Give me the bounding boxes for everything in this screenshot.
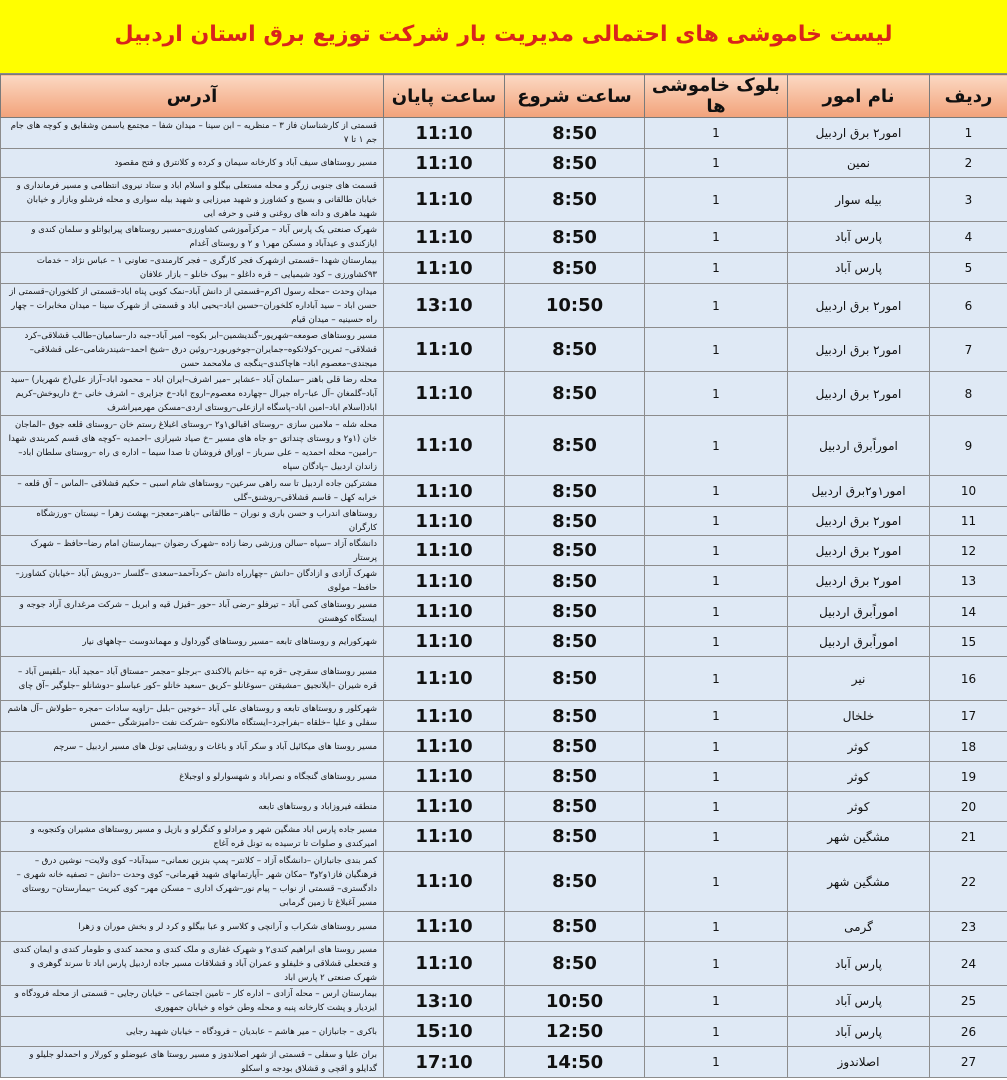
cell-block: 1 bbox=[645, 986, 788, 1017]
cell-block: 1 bbox=[645, 627, 788, 657]
table-row bbox=[1, 118, 1007, 149]
cell-block: 1 bbox=[645, 657, 788, 701]
cell-umur: پارس آباد bbox=[788, 986, 930, 1017]
cell-radif: 1 bbox=[930, 118, 1007, 149]
cell-radif: 27 bbox=[930, 1047, 1007, 1078]
cell-start-time: 8:50 bbox=[505, 942, 645, 986]
cell-end-time: 11:10 bbox=[384, 627, 505, 657]
cell-block: 1 bbox=[645, 792, 788, 822]
table-row bbox=[1, 178, 1007, 222]
cell-radif: 9 bbox=[930, 416, 1007, 476]
cell-end-time: 11:10 bbox=[384, 822, 505, 852]
header-umur: نام امور bbox=[788, 75, 930, 118]
cell-start-time: 12:50 bbox=[505, 1017, 645, 1047]
cell-radif: 8 bbox=[930, 372, 1007, 416]
cell-start-time: 8:50 bbox=[505, 792, 645, 822]
cell-address: قسمتی از کارشناسان فاز ۳ – منظریه – ابن سینا – میدان شفا – مجتمع یاسمن وشقایق و کوچه های جام جم ۱ تا ۷ bbox=[1, 118, 384, 149]
header-address: آدرس bbox=[1, 75, 384, 118]
cell-address: مسیر روستاهای صومعه–شهریور–گندیشمین–ابر بکوه– امیر آباد–جبه دار–سامیان–طالب قشلاقی–کرد قشلاقی– ثمرین–کولانکوه–جمایران–جوخوربورد–روئین درق –شیخ احمد–شیندرشامی–علی قشلاقی–میجندی–معصوم اباد– هاچاکندی–ینگجه ی ملامحمد حسن bbox=[1, 328, 384, 372]
cell-start-time: 8:50 bbox=[505, 657, 645, 701]
cell-end-time: 11:10 bbox=[384, 476, 505, 507]
header-radif: ردیف bbox=[930, 75, 1007, 118]
cell-block: 1 bbox=[645, 597, 788, 627]
cell-start-time: 8:50 bbox=[505, 536, 645, 566]
cell-start-time: 8:50 bbox=[505, 118, 645, 149]
cell-address: مسیر روستا های ابراهیم کندی۲ و شهرک غفاری و ملک کندی و محمد کندی و طومار کندی و ایمان کندی و فتحعلی قشلاقی و خلیفلو و عمران آباد و قشلاقات مسیر جاده اردبیل پارس اباد تا سرند گوهری و شهرک صنعتی ۲ پارس اباد bbox=[1, 942, 384, 986]
cell-end-time: 17:10 bbox=[384, 1047, 505, 1078]
cell-start-time: 8:50 bbox=[505, 701, 645, 732]
cell-block: 1 bbox=[645, 476, 788, 507]
table-row bbox=[1, 942, 1007, 986]
table-row bbox=[1, 566, 1007, 597]
cell-end-time: 11:10 bbox=[384, 597, 505, 627]
cell-radif: 25 bbox=[930, 986, 1007, 1017]
cell-end-time: 11:10 bbox=[384, 328, 505, 372]
cell-end-time: 11:10 bbox=[384, 416, 505, 476]
cell-radif: 16 bbox=[930, 657, 1007, 701]
cell-end-time: 11:10 bbox=[384, 222, 505, 253]
cell-start-time: 8:50 bbox=[505, 222, 645, 253]
cell-umur: کوثر bbox=[788, 762, 930, 792]
header-end: ساعت پایان bbox=[384, 75, 505, 118]
cell-end-time: 11:10 bbox=[384, 253, 505, 284]
header-row bbox=[1, 75, 1007, 118]
cell-umur: امور۲ برق اردبیل bbox=[788, 536, 930, 566]
cell-umur: اموراًبرق اردبیل bbox=[788, 627, 930, 657]
page-title: لیست خاموشی های احتمالی مدیریت بار شرکت توزیع برق استان اردبیل bbox=[114, 22, 893, 47]
cell-umur: امور۲ برق اردبیل bbox=[788, 372, 930, 416]
cell-address: شهرکلور و روستاهای تابعه و روستاهای علی آباد –خوجین –بلبل –زاویه سادات –مجره –طولاش –آل هاشم سفلی و علیا –خلقاه –بفراجرد–ایستگاه مالانکوه –شرکت نفت –دامیزشگی –خمس bbox=[1, 701, 384, 732]
table-row bbox=[1, 597, 1007, 627]
cell-block: 1 bbox=[645, 372, 788, 416]
cell-block: 1 bbox=[645, 507, 788, 536]
cell-end-time: 11:10 bbox=[384, 178, 505, 222]
cell-radif: 7 bbox=[930, 328, 1007, 372]
cell-umur: خلخال bbox=[788, 701, 930, 732]
table-row bbox=[1, 627, 1007, 657]
table-row bbox=[1, 253, 1007, 284]
cell-address: مسیر روستاهای گنجگاه و نصراباد و شهسوارلو و اوجبلاغ bbox=[1, 762, 384, 792]
cell-radif: 22 bbox=[930, 852, 1007, 912]
cell-end-time: 11:10 bbox=[384, 657, 505, 701]
cell-block: 1 bbox=[645, 328, 788, 372]
cell-radif: 2 bbox=[930, 149, 1007, 178]
cell-address: محله شله – ملامین سازی –روستای اقبالق۱و۲ –روستای اغبلاغ رستم خان –روستای قلعه جوق –الماجان خان (۱و۲ و روستای چنداتق –و جاه های مسیر –خ صیاد شیرازی –احمدیه –کوچه های قسم کمربندی شهدا –رامین– محله احمدیه – علی سرباز – اوراق فروشان تا صدا سیما – اداره ی راه –روستای سلطان اباد–زاندان اردبیل –پادگان سپاه bbox=[1, 416, 384, 476]
table-row bbox=[1, 476, 1007, 507]
cell-address: مسیر جاده پارس اباد مشگین شهر و مرادلو و کنگرلو و بازیل و مسیر روستاهای مشیران وکنجوبه و امیرکندی و صلوات تا ترسیده به تونل قره آغاج bbox=[1, 822, 384, 852]
cell-block: 1 bbox=[645, 701, 788, 732]
cell-block: 1 bbox=[645, 149, 788, 178]
cell-end-time: 11:10 bbox=[384, 536, 505, 566]
cell-address: مسیر روستاهای سقرچی –قره تپه –خانم بالاکندی –برجلو –مجمر –مستاق آباد –مجید آباد –بلقیس آباد –قره شیران –ایلانجیق –مشیقتن –سوغانلو –کریق –سعید خانلو –کور عباسلو –دوشانلو –جلوگیر –آق چای bbox=[1, 657, 384, 701]
cell-end-time: 11:10 bbox=[384, 507, 505, 536]
cell-start-time: 8:50 bbox=[505, 476, 645, 507]
cell-address: باکری – جانبازان – میر هاشم – عابدیان – فرودگاه – خیابان شهید رجایی bbox=[1, 1017, 384, 1047]
cell-umur: امور۲ برق اردبیل bbox=[788, 118, 930, 149]
table-row bbox=[1, 792, 1007, 822]
cell-address: مسیر روستاهای کمی آباد – تیرفلو –رضی آباد –حور –قیزل قیه و ابریل – شرکت مرغداری آراد جوجه و ایستگاه کوهستن bbox=[1, 597, 384, 627]
cell-umur: پارس آباد bbox=[788, 1017, 930, 1047]
cell-start-time: 10:50 bbox=[505, 986, 645, 1017]
cell-address: دانشگاه آزاد –سپاه –سالن ورزشی رضا زاده –شهرک رضوان –بیمارستان امام رضا–حافظ – شهرک پرستار bbox=[1, 536, 384, 566]
table-row bbox=[1, 1017, 1007, 1047]
table-row bbox=[1, 852, 1007, 912]
cell-radif: 14 bbox=[930, 597, 1007, 627]
cell-umur: مشگین شهر bbox=[788, 822, 930, 852]
cell-start-time: 8:50 bbox=[505, 178, 645, 222]
cell-umur: نمین bbox=[788, 149, 930, 178]
cell-umur: اصلاندوز bbox=[788, 1047, 930, 1078]
cell-start-time: 8:50 bbox=[505, 566, 645, 597]
cell-address: شهرک صنعتی یک پارس آباد – مرکزآموزشی کشاورزی–مسیر روستاهای پیرایواتلو و سلمان کندی و ایازکندی و عیدآباد و مسکن مهر۱ و ۲ و روستای آغدام bbox=[1, 222, 384, 253]
cell-end-time: 11:10 bbox=[384, 762, 505, 792]
table-row bbox=[1, 536, 1007, 566]
cell-umur: کوثر bbox=[788, 732, 930, 762]
cell-address: مسیر روستا های میکائیل آباد و سکر آباد و باغات و روشنایی تونل های مسیر اردبیل – سرچم bbox=[1, 732, 384, 762]
cell-start-time: 8:50 bbox=[505, 372, 645, 416]
cell-umur: اموراًبرق اردبیل bbox=[788, 597, 930, 627]
cell-umur: امور۲ برق اردبیل bbox=[788, 328, 930, 372]
cell-radif: 21 bbox=[930, 822, 1007, 852]
cell-address: کمر بندی جانبازان –دانشگاه آزاد – کلانتر– پمپ بنزین نعمانی– سیدآباد– کوی ولایت– نوشین درق –فرهنگیان فاز۱و۲و۳ –مکان شهر –آپارتمانهای شهید قهرمانی– کوی وحدت –دانش – تصفیه خانه شهری –دادگستری– قسمتی از نواب – پیام نور–شهرک اداری – مسکن مهر– کوی کبریت –بیمارستان– روستای مسیر آغبلاغ تا زمین گرمابی bbox=[1, 852, 384, 912]
cell-radif: 3 bbox=[930, 178, 1007, 222]
cell-end-time: 11:10 bbox=[384, 149, 505, 178]
table-row bbox=[1, 762, 1007, 792]
cell-block: 1 bbox=[645, 222, 788, 253]
cell-radif: 19 bbox=[930, 762, 1007, 792]
cell-umur: مشگین شهر bbox=[788, 852, 930, 912]
cell-end-time: 11:10 bbox=[384, 912, 505, 942]
cell-block: 1 bbox=[645, 852, 788, 912]
table-row bbox=[1, 284, 1007, 328]
cell-radif: 12 bbox=[930, 536, 1007, 566]
cell-umur: امور۲ برق اردبیل bbox=[788, 284, 930, 328]
cell-block: 1 bbox=[645, 178, 788, 222]
cell-start-time: 8:50 bbox=[505, 852, 645, 912]
cell-umur: پارس آباد bbox=[788, 942, 930, 986]
cell-umur: امور۱و۲برق اردبیل bbox=[788, 476, 930, 507]
cell-radif: 23 bbox=[930, 912, 1007, 942]
cell-radif: 4 bbox=[930, 222, 1007, 253]
table-row bbox=[1, 416, 1007, 476]
cell-block: 1 bbox=[645, 1047, 788, 1078]
cell-block: 1 bbox=[645, 732, 788, 762]
table-row bbox=[1, 912, 1007, 942]
cell-start-time: 10:50 bbox=[505, 284, 645, 328]
cell-start-time: 8:50 bbox=[505, 627, 645, 657]
cell-start-time: 8:50 bbox=[505, 507, 645, 536]
cell-address: بیمارستان شهدا –قسمتی ازشهرک فجر کارگری – فجر کارمندی– تعاونی ۱ – عباس نژاد – خدمات ۹۳کشاورزی – کود شیمیایی – قره داغلو – بیوک خانلو – بازار علافان bbox=[1, 253, 384, 284]
cell-block: 1 bbox=[645, 416, 788, 476]
cell-start-time: 8:50 bbox=[505, 149, 645, 178]
header-block: بلوک خاموشی ها bbox=[645, 75, 788, 118]
cell-address: شهرکورایم و روستاهای تابعه –مسیر روستاهای گورداول و مهماندوست –چاههای نیار bbox=[1, 627, 384, 657]
cell-end-time: 11:10 bbox=[384, 701, 505, 732]
cell-umur: گرمی bbox=[788, 912, 930, 942]
cell-block: 1 bbox=[645, 284, 788, 328]
cell-block: 1 bbox=[645, 942, 788, 986]
cell-radif: 11 bbox=[930, 507, 1007, 536]
cell-radif: 26 bbox=[930, 1017, 1007, 1047]
cell-umur: پارس آباد bbox=[788, 222, 930, 253]
cell-address: قسمت های جنوبی زرگر و محله مستعلی بیگلو و اسلام اباد و ستاد نیروی انتظامی و مسیر فرمانداری و خیابان طالقانی و بسیج و کشاورز و شهید میرزایی و شهید بیله سواری و محله فرشلو وبازار و خیابان شهید ماهری و دانه های روغنی و فنی و حرفه ایی bbox=[1, 178, 384, 222]
cell-end-time: 11:10 bbox=[384, 942, 505, 986]
cell-block: 1 bbox=[645, 536, 788, 566]
table-row bbox=[1, 222, 1007, 253]
table-row bbox=[1, 701, 1007, 732]
cell-radif: 10 bbox=[930, 476, 1007, 507]
cell-umur: بیله سوار bbox=[788, 178, 930, 222]
cell-address: شهرک آزادی و ازادگان –دانش –چهارراه دانش –کردآحمد–سعدی –گلسار –درویش آباد –خیابان کشاورز–حافظ– مولوی bbox=[1, 566, 384, 597]
table-row bbox=[1, 1047, 1007, 1078]
table-row bbox=[1, 986, 1007, 1017]
cell-end-time: 13:10 bbox=[384, 986, 505, 1017]
cell-end-time: 11:10 bbox=[384, 852, 505, 912]
cell-address: مسیر روستاهای سیف آباد و کارخانه سیمان و کرده و کلانترق و فتح مقصود bbox=[1, 149, 384, 178]
outage-table bbox=[0, 74, 1007, 1078]
cell-address: محله رضا قلی باهنر –سلمان آباد –عشایر –میر اشرف–ایران اباد – محمود اباد–آراز علی(خ شهریار) –سید آباد–گلمغان –آل عبا–راه جیرال –چهارده معصوم–اروج اباد–خ جزایری – اشرف خانی –خ داریوخش–کریم اباد(اسلام اباد–امین اباد–پاسگاه ارازعلی–روستای اردی–مسکن مهرمیراشرف bbox=[1, 372, 384, 416]
cell-radif: 6 bbox=[930, 284, 1007, 328]
table-row bbox=[1, 732, 1007, 762]
cell-start-time: 14:50 bbox=[505, 1047, 645, 1078]
cell-start-time: 8:50 bbox=[505, 253, 645, 284]
cell-start-time: 8:50 bbox=[505, 416, 645, 476]
title-bar bbox=[0, 0, 1007, 74]
table-row bbox=[1, 822, 1007, 852]
table-row bbox=[1, 372, 1007, 416]
table-row bbox=[1, 328, 1007, 372]
cell-address: بیمارستان ارس – محله آزادی – اداره کار – تامین اجتماعی – خیابان رجایی – قسمتی از محله فرودگاه و ایزدیار و پشت کارخانه پنبه و محله وطن خواه و خیابان جمهوری bbox=[1, 986, 384, 1017]
cell-block: 1 bbox=[645, 118, 788, 149]
cell-radif: 17 bbox=[930, 701, 1007, 732]
cell-block: 1 bbox=[645, 253, 788, 284]
cell-end-time: 11:10 bbox=[384, 118, 505, 149]
cell-umur: پارس آباد bbox=[788, 253, 930, 284]
cell-start-time: 8:50 bbox=[505, 597, 645, 627]
cell-end-time: 11:10 bbox=[384, 792, 505, 822]
header-start: ساعت شروع bbox=[505, 75, 645, 118]
cell-start-time: 8:50 bbox=[505, 732, 645, 762]
cell-address: مسیر روستاهای شکراب و آرانچی و کلاسر و عبا بیگلو و کرد لر و بخش موران و زهرا bbox=[1, 912, 384, 942]
cell-block: 1 bbox=[645, 762, 788, 792]
cell-end-time: 11:10 bbox=[384, 372, 505, 416]
cell-umur: کوثر bbox=[788, 792, 930, 822]
cell-umur: اموراًبرق اردبیل bbox=[788, 416, 930, 476]
cell-block: 1 bbox=[645, 822, 788, 852]
cell-radif: 5 bbox=[930, 253, 1007, 284]
cell-address: بران علیا و سفلی – قسمتی از شهر اصلاندوز و مسیر روستا های عیوضلو و کورلار و احمدلو جلیلو و گدایلو و اقچی و قشلاق بودجه و اسکلو bbox=[1, 1047, 384, 1078]
cell-address: منطقه فیروزاباد و روستاهای تابعه bbox=[1, 792, 384, 822]
cell-address: مشترکین جاده اردبیل تا سه راهی سرعین– روستاهای شام اسبی – حکیم قشلاقی –الماس – آق قلعه – خرابه کهل – قاسم قشلاقی–روشنق–گلی bbox=[1, 476, 384, 507]
cell-end-time: 15:10 bbox=[384, 1017, 505, 1047]
cell-radif: 20 bbox=[930, 792, 1007, 822]
cell-radif: 18 bbox=[930, 732, 1007, 762]
cell-radif: 15 bbox=[930, 627, 1007, 657]
cell-end-time: 11:10 bbox=[384, 566, 505, 597]
cell-block: 1 bbox=[645, 566, 788, 597]
cell-start-time: 8:50 bbox=[505, 822, 645, 852]
cell-block: 1 bbox=[645, 1017, 788, 1047]
cell-end-time: 13:10 bbox=[384, 284, 505, 328]
cell-start-time: 8:50 bbox=[505, 762, 645, 792]
cell-umur: نیر bbox=[788, 657, 930, 701]
table-row bbox=[1, 507, 1007, 536]
cell-start-time: 8:50 bbox=[505, 912, 645, 942]
cell-block: 1 bbox=[645, 912, 788, 942]
table-row bbox=[1, 149, 1007, 178]
cell-radif: 24 bbox=[930, 942, 1007, 986]
cell-address: میدان وحدت –محله رسول اکرم–قسمتی از دانش آباد–نمک کوبی پناه اباد–قسمتی از کلخوران–قسمتی از حسن اباد – سید آباداره کلخوران–حسین اباد–یحیی اباد و قسمتی از شهرک سینا – میدان مخابرات – چهار راه حسینیه – میدان قیام bbox=[1, 284, 384, 328]
cell-radif: 13 bbox=[930, 566, 1007, 597]
cell-address: روستاهای اندراب و حسن باری و نوران – طالقانی –باهنر–معجز– بهشت زهرا – نیستان –ورزشگاه کارگران bbox=[1, 507, 384, 536]
cell-umur: امور۲ برق اردبیل bbox=[788, 507, 930, 536]
cell-start-time: 8:50 bbox=[505, 328, 645, 372]
cell-umur: امور۲ برق اردبیل bbox=[788, 566, 930, 597]
cell-end-time: 11:10 bbox=[384, 732, 505, 762]
table-body bbox=[1, 118, 1007, 1078]
table-row bbox=[1, 657, 1007, 701]
